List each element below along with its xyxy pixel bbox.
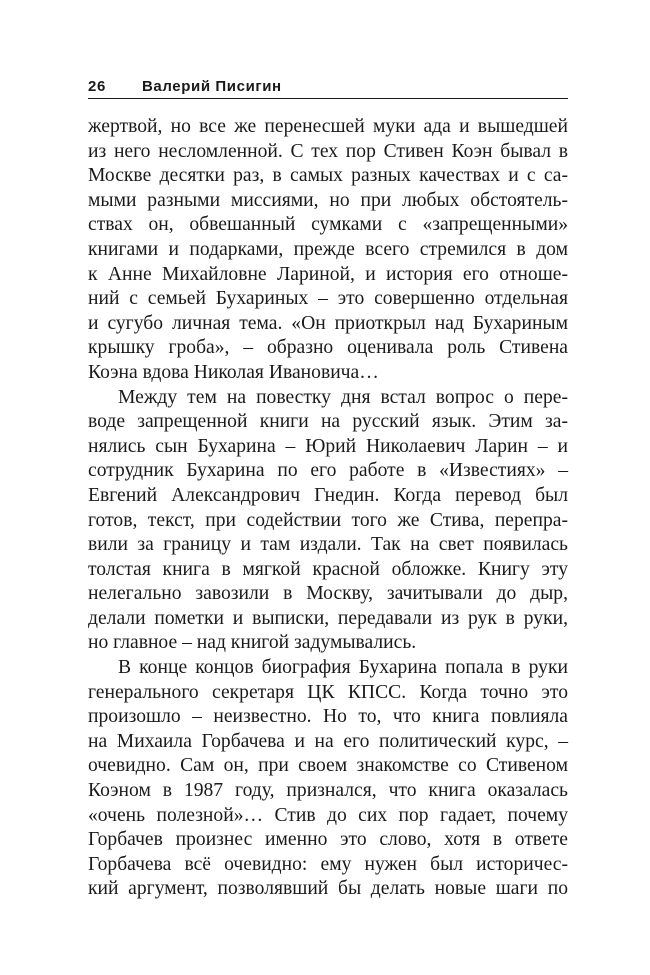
text-line: сотрудник Бухарина по его работе в «Известиях» – [88, 460, 568, 482]
paragraph [88, 386, 568, 657]
text-line: Между тем на повестку дня встал вопрос о пере- [118, 386, 568, 408]
text-line: на Михаила Горбачева и на его политический курс, – [88, 730, 568, 752]
text-line: нялись сын Бухарина – Юрий Николаевич Ларин – и [88, 435, 568, 457]
running-header [88, 78, 568, 99]
text-line: Москве десятки раз, в самых разных качествах и с са- [88, 165, 568, 187]
text-line: кий аргумент, позволявший бы делать новые шаги по [88, 878, 568, 900]
paragraph [88, 656, 568, 902]
text-line: ний с семьей Бухариных – это совершенно отдельная [88, 288, 568, 310]
text-line: произошло – неизвестно. Но то, что книга повлияла [88, 706, 568, 728]
text-line: В конце концов биография Бухарина попала в руки [118, 657, 568, 679]
book-page [88, 78, 568, 902]
text-line: крышку гроба», – образно оценивала роль Стивена [88, 337, 568, 359]
text-line: толстая книга в мягкой красной обложке. Книгу эту [88, 558, 568, 580]
text-line: очевидно. Сам он, при своем знакомстве со Стивеном [88, 755, 568, 777]
text-line: Горбачева всё очевидно: ему нужен был историчес- [88, 853, 568, 875]
text-line: жертвой, но все же перенесшей муки ада и вышедшей [88, 116, 568, 137]
text-line: вили за границу и там издали. Так на свет появилась [88, 534, 568, 556]
text-line: генерального секретаря ЦК КПСС. Когда точно это [88, 681, 568, 703]
text-line: делали пометки и выписки, передавали из рук в руки, [88, 607, 568, 629]
text-line: «очень полезной»… Стив до сих пор гадает, почему [88, 804, 568, 826]
body-text [88, 115, 568, 902]
text-line: и сугубо личная тема. «Он приоткрыл над Бухариным [88, 312, 568, 334]
text-line: ствах он, обвешанный сумками с «запрещенными» [88, 214, 568, 236]
text-line: но главное – над книгой задумывались. [88, 632, 417, 654]
text-line: готов, текст, при содействии того же Стива, перепра- [88, 509, 568, 531]
text-line: мыми разными миссиями, но при любых обстоятель- [88, 189, 568, 211]
text-line: к Анне Михайловне Лариной, и история его отноше- [88, 263, 568, 285]
text-line: нелегально завозили в Москву, зачитывали до дыр, [88, 583, 568, 605]
text-line: Коэна вдова Николая Ивановича… [88, 361, 379, 383]
paragraph [88, 115, 568, 386]
text-line: книгами и подарками, прежде всего стремился в дом [88, 238, 568, 260]
text-line: Евгений Александрович Гнедин. Когда перевод был [88, 484, 568, 506]
page-number: 26 [88, 78, 106, 95]
text-line: Горбачев произнес именно это слово, хотя в ответе [88, 829, 568, 851]
text-line: воде запрещенной книги на русский язык. Этим за- [88, 411, 568, 433]
text-line: Коэном в 1987 году, признался, что книга оказалась [88, 780, 568, 802]
text-line: из него несломленной. С тех пор Стивен Коэн бывал в [88, 140, 568, 162]
running-header-author: Валерий Писигин [142, 78, 282, 95]
